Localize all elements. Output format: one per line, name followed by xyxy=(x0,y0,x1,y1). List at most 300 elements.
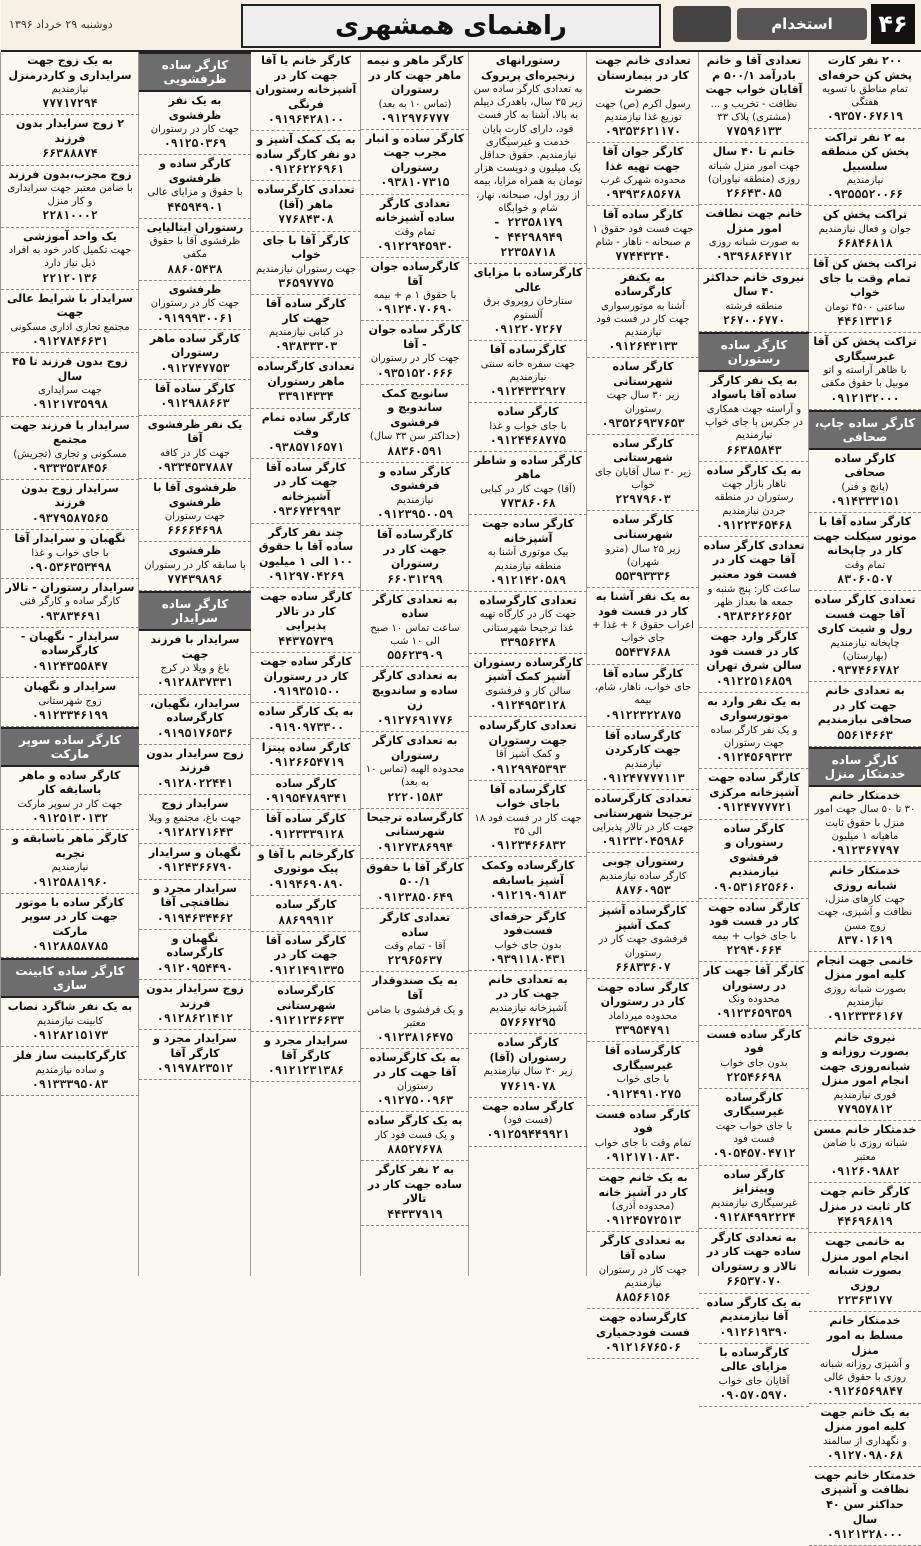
category-header: کارگر ساده خدمتکار منزل xyxy=(809,747,921,787)
classified-ad xyxy=(469,592,587,654)
classified-ad xyxy=(809,129,921,207)
ad-phone: ۰۹۱۲۳۴۶۶۸۳۲ xyxy=(489,838,567,853)
ad-title: تراکت پخش کن آقا غیرسیگاری xyxy=(813,335,917,363)
classified-ad xyxy=(699,628,809,693)
ad-title: کارگر ساده شهرستانی xyxy=(612,513,674,541)
classified-ad xyxy=(699,693,809,770)
ad-phone: ۷۷۴۴۳۲۴۰ xyxy=(615,249,671,264)
ad-body: کارگر ساده نیازمندیم xyxy=(599,870,687,882)
ad-phone: ۰۹۱۲۴۳۵۵۸۴۷ xyxy=(31,658,109,673)
classified-ad xyxy=(251,181,361,231)
ad-body: جهت سفره خانه سنتی نیازمندیم xyxy=(480,358,576,383)
ad-phone: ۴۴۳۷۵۷۳۹ xyxy=(278,633,334,648)
ad-body: ظرفشوی آقا با حقوق مکفی xyxy=(149,236,241,261)
ad-title: کارگرساده با مزایای عالی xyxy=(473,266,583,294)
ad-phone: ۰۹۳۵۵۵۲۰۰۶۶ xyxy=(826,187,904,202)
ad-title: کارگرساده آقا باجای خواب xyxy=(489,782,567,811)
ad-phone: ۴۴۳۳۷۹۱۹ xyxy=(387,1206,443,1221)
ad-title: کارگر ساده آقا جهت کار xyxy=(266,297,346,325)
classified-ad xyxy=(809,450,921,513)
ad-body: بدون جای خواب xyxy=(720,1057,788,1069)
classified-ad xyxy=(699,962,809,1025)
classified-ad xyxy=(1,52,139,115)
ad-phone: ۰۹۰۵۳۶۳۵۳۴۹۸ xyxy=(28,559,112,574)
ad-phone: ۰۹۱۲۳۳۴۶۱۹۹ xyxy=(31,707,109,722)
ad-phone: ۰۹۱۲۷۵۰۰۹۶۳ xyxy=(376,1093,454,1108)
ad-title: کارگر جوان آقا جهت تهیه غذا xyxy=(602,145,684,173)
ad-phone: ۷۷۹۵۷۸۱۲ xyxy=(837,1101,893,1116)
classified-ad xyxy=(251,1032,361,1082)
ad-title: سرایدار با شرایط عالی جهت xyxy=(6,291,133,320)
ad-phone: ۰۹۱۲۱۲۳۶۶۳۳ xyxy=(267,1013,345,1028)
issue-date: دوشنبه ۲۹ خرداد ۱۳۹۶ xyxy=(9,18,113,31)
ad-body: محدوده میرداماد xyxy=(608,1010,678,1022)
ad-title: کارگرساده آشپز کمک آشپز xyxy=(599,904,687,932)
ad-phone: ۰۹۱۲۸۴۹۹۲۲۲۴ xyxy=(712,1209,796,1224)
ad-phone: ۰۹۱۲۱۴۲۰۵۸۹ xyxy=(489,572,567,587)
ad-title: تراکت پخش کن آقا تمام وقت با جای خواب xyxy=(813,257,917,300)
ad-title: یک واحد آموزشی xyxy=(23,229,117,243)
ad-phone: ۰۹۱۹۴۶۳۴۴۶۲ xyxy=(156,910,234,925)
ad-phone: ۰۹۱۲۳۲۰۴۵۹۸۶ xyxy=(601,834,685,849)
ad-title: کارگر حرفه‌ای فست‌فود xyxy=(489,909,567,938)
classified-ad xyxy=(1,115,139,165)
ad-phone: ۶۶۶۶۴۶۹۸ xyxy=(167,523,223,538)
ad-phone: ۰۹۱۲۴۵۶۹۳۲۳ xyxy=(715,750,793,765)
classified-ad xyxy=(469,341,587,403)
classified-ad xyxy=(469,717,587,780)
classified-ad xyxy=(699,1026,809,1089)
classified-ad xyxy=(361,809,469,859)
ad-title: سرایدار با فرزند جهت xyxy=(150,633,240,661)
ad-body: و آشپزی روزانه شبانه روزی با حقوق عالی xyxy=(820,1359,910,1384)
ad-body: محدوده ونک xyxy=(728,994,780,1006)
ad-body: جهت کار در سوپر مارکت xyxy=(17,798,123,810)
ad-title: به یک نفر وارد به موتورسواری xyxy=(707,694,801,723)
ad-body: و نگهداری از سالمند xyxy=(822,1435,908,1447)
ad-column-5 xyxy=(360,52,469,1276)
ad-phone: ۴۴۶۱۳۳۱۶ xyxy=(837,314,893,329)
ad-phone: ۰۹۱۹۰۹۷۳۳۰۰ xyxy=(267,719,345,734)
classified-ad xyxy=(139,155,251,218)
ad-phone: ۰۹۳۸۳۳۳۰۳ xyxy=(274,339,338,354)
ad-phone: ۰۹۱۲۴۵۷۲۵۱۳ xyxy=(604,1213,682,1228)
classified-ad xyxy=(1,628,139,678)
classified-ad xyxy=(139,631,251,694)
ad-title: خدمتکار خانم جهت نظافت و آشپزی حداکثر سن ۴۰ سال xyxy=(814,1468,916,1526)
ad-body: در کبابی نیازمندیم xyxy=(268,327,344,339)
classified-ad xyxy=(139,380,251,416)
ad-phone: ۰۹۱۹۳۵۱۵۰۰ xyxy=(271,684,341,699)
ad-phone: ۰۹۱۲۴۰۷۰۶۹۰ xyxy=(376,302,454,317)
ad-title: خدمتکار خانم مسن xyxy=(813,1122,917,1136)
ad-title: به ۲ نفر کارگر ساده جهت کار در تالار xyxy=(367,1163,463,1206)
ad-body: با سابقه کار در رستوران xyxy=(144,559,246,571)
ad-phone: ۵۵۴۳۷۶۸۸ xyxy=(615,645,671,660)
ad-body: با جای خواب + بیمه xyxy=(711,930,797,942)
ad-body: جهت کار در رستوران xyxy=(150,124,240,136)
ad-title: کارگر ساده آقا xyxy=(603,666,683,680)
ad-body: نیازمندیم xyxy=(396,494,434,506)
classified-ad xyxy=(469,264,587,341)
ad-title: تعدادی کارگر ساده آشپزخانه xyxy=(375,196,455,225)
ad-body: ساعت کار: پنج شنبه و جمعه ها بعداز ظهر xyxy=(707,583,801,608)
ad-body: زیر ۲۵ سال (مترو شهران) xyxy=(605,543,681,568)
ad-body: نیازمندیم xyxy=(51,84,89,96)
classified-ad xyxy=(809,513,921,591)
ad-phone: ۰۹۱۲۹۸۸۶۶۳ xyxy=(160,396,230,411)
ad-body: جهت کار در رستوران xyxy=(370,353,460,365)
ad-body: فوری نیازمندیم xyxy=(833,1089,897,1101)
ad-body: جوان و فعال نیازمندیم xyxy=(818,224,912,235)
classified-ad xyxy=(809,1467,921,1546)
ad-phone: ۰۹۱۲۲۳۲۲۸۷۵ xyxy=(604,707,682,722)
ad-phone: ۰۹۱۲۷۰۹۸۰۶۸ xyxy=(826,1447,904,1462)
ad-phone: ۰۹۰۵۷۰۵۹۷۰ xyxy=(719,1388,789,1403)
classified-ad xyxy=(469,908,587,971)
ad-body: سالن کار و فرفشوی xyxy=(484,686,572,697)
ad-phone: ۰۹۱۲۴۹۵۳۱۲۸ xyxy=(489,698,567,713)
ad-title: کارگر ساده جهت کار در رستوران xyxy=(260,654,352,683)
ad-phone: ۸۸۵۲۷۶۷۸ xyxy=(387,1142,443,1157)
ad-title: تعدادی کارگر ساده xyxy=(379,911,451,939)
ad-phone: ۰۹۱۳۳۳۹۵۰۸۳ xyxy=(31,1077,109,1091)
classified-ad xyxy=(1,480,139,530)
ad-phone: ۲۲۹۷۹۶۰۳ xyxy=(615,492,671,507)
ad-phone: ۰۹۱۲۳۳۳۹۱۲۸ xyxy=(267,826,345,841)
classified-ad xyxy=(469,1034,587,1097)
ad-body: و یک فرفشوی با ضامن معتبر xyxy=(366,1004,464,1029)
ad-title: کارگر ماهر باسابقه و تجربه xyxy=(12,832,128,860)
ad-body: تمام وقت xyxy=(394,226,436,238)
classified-ad xyxy=(361,258,469,321)
ad-title: ظرفشوی آقا با ظرفشوی xyxy=(153,481,237,509)
ad-title: کارگرساده شهرستانی xyxy=(276,984,336,1012)
classified-ad xyxy=(251,459,361,524)
classified-ad xyxy=(139,281,251,330)
ad-body: جای خواب، ناهار، شام، بیمه xyxy=(594,682,692,707)
classified-ad xyxy=(361,321,469,384)
classified-ad xyxy=(1,228,139,290)
ad-body: ناهار بازار جهت رستوران در منطقه جردن نیازمندیم xyxy=(714,479,794,517)
classified-ad xyxy=(251,131,361,181)
classified-ad xyxy=(699,537,809,628)
ad-body: و یک فست فود کار xyxy=(375,1129,455,1141)
ad-title: خانم تا ۴۰ سال xyxy=(712,145,796,159)
classified-ad xyxy=(251,409,361,459)
ad-body: جهت امور منزل شبانه روزی (منطقه نیاوران) xyxy=(707,160,801,185)
ad-phone: ۰۹۱۹۴۶۹۰۸۹۰ xyxy=(267,876,345,891)
ad-title: به یک کارگر ساده xyxy=(367,1114,463,1128)
classified-ad xyxy=(139,330,251,380)
ad-title: کارگرساده آقا xyxy=(489,343,567,356)
ad-body: جهت کارهای منزل، نظافت و آشپزی، جهت زوج مسن xyxy=(817,894,913,932)
ad-title: خدمتکار خانم xyxy=(829,788,901,802)
classified-ad xyxy=(251,810,361,846)
ad-title: کارگرساده وکمک آشپز باسابقه xyxy=(481,859,575,887)
classified-ad xyxy=(587,588,699,665)
classified-ad xyxy=(251,932,361,982)
ad-phone: ۰۹۳۸۱۰۷۳۱۵ xyxy=(380,175,450,190)
ad-body: منطقه فرشته xyxy=(725,300,783,312)
category-header: کارگر ساده چاپ، صحافی xyxy=(809,410,921,450)
ad-phone: ۰۹۳۵۱۵۲۰۶۶۶ xyxy=(376,365,454,380)
ad-phone: ۰۹۱۲۱۲۳۱۳۸۶ xyxy=(267,1063,345,1078)
ad-title: کارگرساده آقا غیرسیگاری xyxy=(604,1044,682,1072)
ad-phone: ۶۶۸۳۳۶۰۷ xyxy=(615,959,671,974)
ad-title: کارگرساده غیرسیگاری xyxy=(723,1090,785,1119)
ad-title: کارگر ساده آقا جهت کار در آشپزخانه xyxy=(266,460,346,503)
ad-title: سرایدار با فرزند جهت مجتمع xyxy=(10,418,130,447)
ad-title: کارگر ساده و ظرفشوی xyxy=(159,157,231,185)
ad-title: به یک کارگر ساده xyxy=(258,705,354,719)
ad-phone: ۰۹۱۲۹۷۰۴۲۶۹ xyxy=(267,569,345,584)
ad-phone: ۰۹۱۲۲۵۱۶۸۵۹ xyxy=(715,673,793,688)
ad-phone: ۴۴۵۹۴۹۰۱ xyxy=(167,199,223,214)
ad-title: سرایدار مجرد و کارگر آقا xyxy=(153,1032,237,1060)
ad-column-2 xyxy=(698,52,809,1403)
ad-title: به یک کمک آشپز و دو نفر کارگر ساده xyxy=(255,133,357,161)
ad-column-8 xyxy=(0,52,139,1276)
ad-title: خدمتکار خانم مسلط به امور منزل xyxy=(826,1314,904,1357)
ad-phone: ۰۹۱۲۶۵۶۹۸۴۷ xyxy=(826,1384,904,1399)
ad-title: کارگر ساده و ماهر باسابقه کار xyxy=(19,768,121,797)
classified-ad xyxy=(809,1404,921,1467)
ad-phone: ۰۹۱۲۷۳۸۶۹۹۴ xyxy=(376,839,454,854)
ad-title: کارگر خانم یا آقا جهت کار در آشپزخانه رستوران فرنگی xyxy=(255,54,357,111)
classified-ad xyxy=(587,143,699,206)
ad-phone: ۰۹۱۲۶۰۹۸۸۲ xyxy=(830,1163,900,1178)
ad-title: کارگرساده آقا جهت کارکردن xyxy=(604,728,682,757)
ad-phone: ۰۹۳۸۳۶۲۶۶۵۲ xyxy=(715,608,793,623)
classified-ad xyxy=(699,820,809,899)
ad-title: یک نفر ظرفشوی آقا xyxy=(147,417,243,446)
classified-ad xyxy=(361,591,469,668)
ad-column-7 xyxy=(138,52,251,1276)
ad-title: کارگرساده با مزایای عالی xyxy=(719,1345,789,1374)
classified-ad xyxy=(139,930,251,980)
classified-ad xyxy=(139,542,251,591)
ad-title: کارگر آقا با حقوق ۵۰۰/۱ xyxy=(366,860,464,889)
ad-title: کارگر ساده آقا xyxy=(155,381,235,395)
ad-phone: ۸۸۵۶۶۱۵۶ xyxy=(615,1289,671,1304)
ad-phone: ۰۹۳۵۷۰۶۷۶۱۹ xyxy=(826,109,904,124)
ad-body: (فست فود) xyxy=(503,1115,553,1127)
ad-title: کارگر ساده شهرستانی xyxy=(612,436,674,465)
classified-ad xyxy=(1,998,139,1047)
ad-phone: ۰۹۳۸۵۷۱۶۵۷۱ xyxy=(267,439,345,454)
ad-phone: ۷۷۷۱۷۲۹۴ xyxy=(42,96,98,111)
ad-body: و کمک آشپز آقا xyxy=(495,749,561,761)
ad-phone: ۸۳۰۶۰۵۰۷ xyxy=(837,571,893,586)
ad-title: کارگر ساده رستوران و فرفشوی نیازمندیم xyxy=(723,821,785,879)
ad-phone: ۰۹۳۹۳۶۸۵۶۷۸ xyxy=(604,187,682,202)
classified-ad xyxy=(361,526,469,591)
classified-ad xyxy=(587,1106,699,1169)
page-header xyxy=(1,0,921,52)
ad-body: چاپخانه نیازمندیم (بهارستان) xyxy=(830,637,900,662)
ad-title: کارگر وارد جهت کار در فست فود سالن شرق تهران xyxy=(706,630,802,673)
classified-ad xyxy=(251,846,361,896)
ad-title: کارگر ساده آقا xyxy=(603,208,683,222)
classified-ad xyxy=(809,952,921,1029)
ad-title: تعدادی آقا و خانم بادرآمد ۵۰۰/۱ م آقایان خواب جهت xyxy=(705,54,803,97)
ad-body: تمام وقت با جای خواب xyxy=(594,1137,692,1149)
classified-ad xyxy=(361,909,469,972)
classified-ad xyxy=(139,880,251,930)
ad-body: و آراسته جهت همکاری در جکرس با جای خواب نیازمندیم xyxy=(705,403,803,442)
ad-body: بیک موتوری آشنا به منطقه نیازمندیم xyxy=(487,547,569,572)
ad-phone: ۶۶۸۴۶۸۱۸ xyxy=(837,236,893,251)
ad-phone: ۵۵۶۲۳۹۰۹ xyxy=(387,648,443,663)
classified-ad xyxy=(809,591,921,682)
ad-phone: ۷۷۳۸۶۰۶۸ xyxy=(500,496,556,511)
classified-ad xyxy=(251,52,361,131)
ad-phone: ۰۹۱۲۴۷۷۷۷۲۱ xyxy=(715,800,793,815)
ad-body: زیر ۳۰ سال آقایان جای خواب xyxy=(594,466,692,492)
ad-body: جهت کار در تالار پذیرایی xyxy=(592,822,694,834)
ad-title: به یک نفر آشنا به کار در فست فود xyxy=(595,590,691,618)
newspaper-page xyxy=(1,0,921,1542)
classified-ad xyxy=(251,982,361,1032)
ad-phone: ۰۹۱۲۵۸۸۱۹۶۰ xyxy=(31,874,109,889)
classified-ad xyxy=(251,703,361,739)
ad-title: به یک نفر شاگرد نصاب xyxy=(7,1000,133,1014)
classified-ad xyxy=(1,767,139,830)
ad-title: ۲ زوج سرایدار بدون فرزند xyxy=(15,117,125,145)
ad-title: کارگر ساده جهت آشپزخانه xyxy=(482,517,574,545)
ad-body: با ضامن معتبر جهت سرایداری و کار منزل xyxy=(7,183,133,208)
classified-ad xyxy=(809,255,921,333)
ad-phone: ۶۶۰۳۱۲۹۹ xyxy=(387,571,443,586)
classified-ad xyxy=(699,143,809,205)
ad-title: سرایدار، نگهبان، کارگرساده xyxy=(149,696,240,725)
ad-body: جهت رستوران xyxy=(164,511,226,523)
ad-title: نگهبان و سرایدار xyxy=(148,845,242,859)
ad-title: به تعدادی کارگر ساده جهت کار در تالار و رستوران xyxy=(706,1230,802,1273)
ad-body: نیازمندیم xyxy=(51,862,89,874)
ad-title: به یک خانم جهت کار در آشپز خانه xyxy=(598,1171,688,1199)
ad-title: تعدادی کارگرساده xyxy=(479,593,577,607)
ad-title: رستوران چوبی xyxy=(602,855,684,869)
classified-ad xyxy=(361,52,469,130)
classified-ad xyxy=(809,1121,921,1183)
ad-phone: ۲۲۱۲۰۱۳۶ xyxy=(42,270,98,285)
classified-ad xyxy=(1,166,139,228)
ad-phone: ۰۹۱۹۶۴۲۸۱۰۰ xyxy=(267,112,345,127)
ad-title: کارگر ساده جهت xyxy=(482,1099,574,1113)
ad-title: تعدادی کارگرساده ماهر (آقا) xyxy=(257,183,355,211)
ad-phone: ۰۹۳۳۳۵۳۸۴۵۶ xyxy=(31,460,109,475)
ad-title: کارگر ساده جهت آشپزخانه مرکزی xyxy=(708,771,800,799)
classified-ad xyxy=(809,787,921,862)
classified-ad xyxy=(699,1344,809,1407)
ad-body: با جای خواب xyxy=(616,1074,670,1086)
ad-title: ظرفشوی xyxy=(168,544,222,558)
classified-ad xyxy=(699,462,809,537)
ad-column-3 xyxy=(586,52,699,1355)
ad-body: زیر ۳۰ سال نیازمندیم xyxy=(483,1066,573,1078)
ad-phone: ۰۹۱۲۱۹۰۹۱۸۳ xyxy=(489,888,567,903)
ad-body: جهت رستوران نیازمندیم xyxy=(255,263,357,275)
ad-phone: ۰۹۱۲۸۲۷۱۶۴۳ xyxy=(156,824,234,839)
ad-phone: ۰۹۱۲۷۶۹۱۷۷۶ xyxy=(376,712,454,727)
ad-phone: ۵۷۶۶۷۲۹۵ xyxy=(500,1015,556,1030)
classified-ad xyxy=(251,739,361,775)
ad-title: تعدادی کارگرساده ترجیحا شهرستانی xyxy=(593,792,693,820)
ad-title: کارگر ساده آقا xyxy=(266,812,346,826)
ad-body: کارگر ساده و کارگر فنی xyxy=(19,596,121,608)
ad-phone: ۰۹۱۲۲۰۷۲۶۷ xyxy=(493,321,563,336)
classified-ad xyxy=(361,385,469,463)
ad-body: (آقا) جهت کار در کبابی xyxy=(480,483,576,495)
ad-title: کارگر ساده فست فود xyxy=(595,1107,691,1136)
classified-ad xyxy=(587,979,699,1042)
classified-ad xyxy=(809,862,921,952)
classified-ad xyxy=(809,1183,921,1233)
classified-ad xyxy=(699,1166,809,1229)
ad-phone: ۷۷۵۹۶۱۳۳ xyxy=(726,123,782,138)
section-title: استخدام xyxy=(737,8,867,40)
ad-title: کارگر ساده صحافی xyxy=(834,451,896,480)
ad-title: به تعدادی کارگر ساده و ساندویچ زن xyxy=(372,669,458,712)
ad-title: به تعدادی کارگر ساده آقا xyxy=(600,1234,686,1262)
classified-ad xyxy=(587,790,699,853)
classified-ad xyxy=(251,524,361,589)
ad-phone: ۵۵۶۱۴۶۶۳ xyxy=(837,727,893,742)
ad-phone: ۲۲۹۶۵۶۳۷ xyxy=(387,953,443,968)
ad-phone: ۶۶۵۳۷۰۷۰ xyxy=(726,1274,782,1289)
ad-phone: ۸۳۷۰۱۶۱۹ xyxy=(837,932,893,947)
ad-phone: ۰۹۱۲۱۴۹۱۳۳۵ xyxy=(267,962,345,977)
classified-ad xyxy=(251,295,361,358)
ad-phone: ۲۲۳۶۳۱۷۷ xyxy=(837,1293,893,1308)
ad-title: کارگر ساده پیتزا xyxy=(261,740,351,754)
classified-ad xyxy=(699,1294,809,1344)
classified-ad xyxy=(1,353,139,416)
ad-phone: ۸۸۶۹۹۹۱۲ xyxy=(278,912,334,927)
ad-title: ۲۰۰ نفر کارت پخش کن حرفه‌ای xyxy=(817,54,913,82)
classified-ad xyxy=(251,775,361,811)
ad-phone: ۰۹۰۵۴۵۷۰۴۷۱۲ xyxy=(712,1146,796,1161)
ad-phone: ۸۸۳۶۰۵۹۱ xyxy=(387,443,443,458)
ad-column-4 xyxy=(468,52,587,1276)
ad-body: جهت سرایداری xyxy=(38,385,102,397)
ad-title: کارگر خانم جهت کار ثابت در منزل xyxy=(818,1185,912,1213)
ad-phone: ۰۹۱۲۵۹۴۴۹۹۲۱ xyxy=(486,1127,570,1142)
ad-title: سرایدار رستوران - تالار xyxy=(5,580,135,594)
classified-ad xyxy=(469,781,587,858)
ad-title: کارگر ساده و فرفشوی xyxy=(379,464,451,493)
ad-phone: ۰۹۱۲۶۶۵۴۷۱۹ xyxy=(267,755,345,770)
ad-body: جهت باغ، مجتمع و ویلا xyxy=(148,812,242,824)
ad-phone: ۰۹۱۲۱۳۲۰۰۰ xyxy=(830,390,900,405)
ad-title: کارگرساده آقا جهت کار در رستوران xyxy=(376,528,454,571)
ad-phone: ۰۹۱۲۳۸۵۰۶۴۹ xyxy=(376,889,454,904)
classified-ad xyxy=(587,358,699,435)
ad-body: زوج شهرستانی xyxy=(38,695,102,707)
ad-phone: ۷۷۴۳۹۸۹۶ xyxy=(167,572,223,587)
ad-title: به یک خانم جهت کلیه امور منزل xyxy=(820,1405,910,1434)
ad-phone: ۰۹۱۲۱۷۱۰۸۳۰ xyxy=(604,1149,682,1164)
ad-phone: ۰۹۱۲۷۸۴۶۶۳۱ xyxy=(31,333,109,348)
ad-title: کارگرکابینت ساز فلز xyxy=(13,1049,127,1063)
ad-title: به تعدادی کارگر رستوران xyxy=(372,734,458,762)
ad-body: ۳۰ تا ۵۰ سال جهت امور منزل با حقوق ثابت ماهیانه ۱ میلیون xyxy=(814,804,916,842)
classified-ad xyxy=(587,52,699,143)
classified-ad xyxy=(587,269,699,359)
ad-body: (حداکثر سن ۳۳ سال) xyxy=(369,431,461,443)
